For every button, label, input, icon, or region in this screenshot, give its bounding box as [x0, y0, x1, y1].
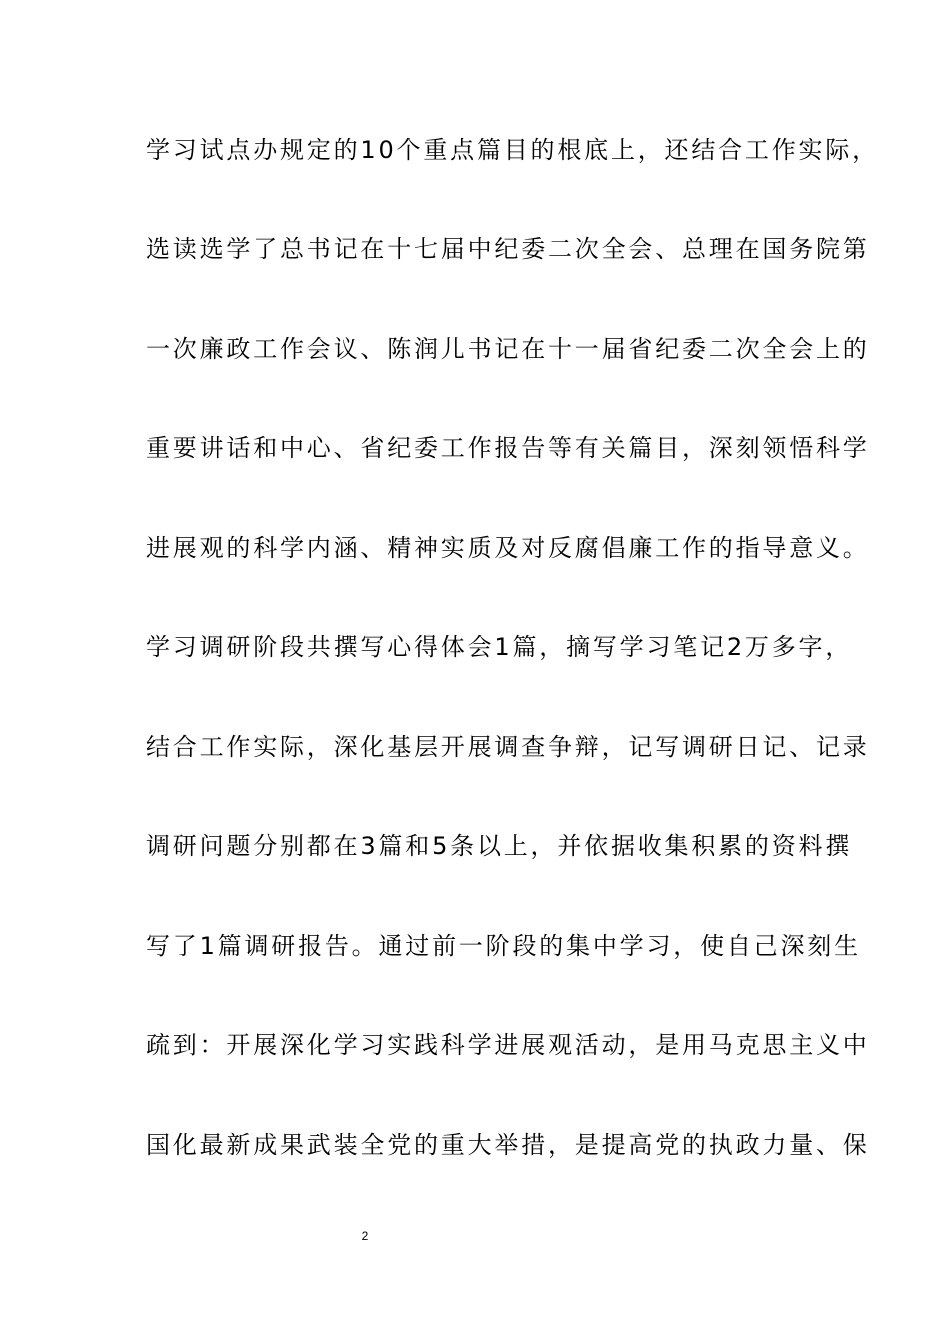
body-text-line: 进展观的科学内涵、精神实质及对反腐倡廉工作的指导意义。	[146, 534, 870, 562]
body-text-line: 选读选学了总书记在十七届中纪委二次全会、总理在国务院第	[146, 235, 870, 263]
body-text-line: 疏到：开展深化学习实践科学进展观活动，是用马克思主义中	[146, 1031, 870, 1059]
body-text-line: 结合工作实际，深化基层开展调查争辩，记写调研日记、记录	[146, 733, 870, 761]
body-text-line: 学习试点办规定的10个重点篇目的根底上，还结合工作实际，	[146, 136, 879, 164]
body-text-line: 重要讲话和中心、省纪委工作报告等有关篇目，深刻领悟科学	[146, 434, 870, 462]
body-text-line: 一次廉政工作会议、陈润儿书记在十一届省纪委二次全会上的	[146, 335, 870, 363]
body-text-line: 国化最新成果武装全党的重大举措，是提高党的执政力量、保	[146, 1131, 870, 1159]
page-number: 2	[361, 1229, 369, 1243]
body-text-line: 学习调研阶段共撰写心得体会1篇，摘写学习笔记2万多字，	[146, 633, 853, 661]
body-text-line: 调研问题分别都在3篇和5条以上，并依据收集积累的资料撰	[146, 832, 853, 860]
body-text-line: 写了1篇调研报告。通过前一阶段的集中学习，使自己深刻生	[146, 932, 861, 960]
